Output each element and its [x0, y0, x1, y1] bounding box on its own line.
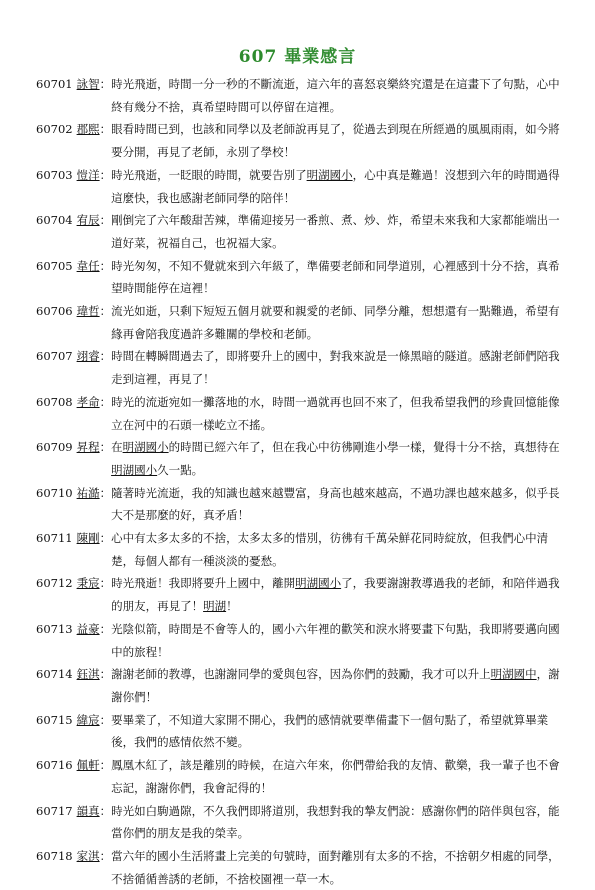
student-number: 60716: [36, 758, 73, 773]
entry-header: [36, 482, 111, 527]
entry-header: [36, 73, 111, 118]
entry-message: [111, 800, 566, 845]
student-name: 孝命: [76, 394, 100, 409]
separator-colon: ：: [99, 122, 112, 137]
entry-message: [111, 572, 566, 617]
student-entry: [36, 800, 566, 845]
entry-message: [111, 300, 566, 345]
student-entry: [36, 118, 566, 163]
message-text: 久一點。: [157, 462, 204, 477]
student-entry: [36, 391, 566, 436]
message-text: 光陰似箭，時間是不會等人的，國小六年裡的歡笑和淚水將要畫下句點，我即將要邁向國中的旅程！: [111, 621, 560, 659]
student-name: 陳剛: [76, 531, 100, 546]
school-name: 明湖國小: [111, 462, 158, 477]
entry-message: [111, 118, 566, 163]
entry-header: [36, 118, 111, 163]
separator-colon: ：: [99, 803, 112, 818]
student-entry: [36, 754, 566, 799]
student-entry: [36, 482, 566, 527]
entry-message: [111, 391, 566, 436]
entry-message: [111, 73, 566, 118]
student-name: 韋任: [76, 258, 100, 273]
student-name: 鈺淇: [76, 667, 100, 682]
student-number: 60711: [36, 531, 73, 546]
student-number: 60708: [36, 394, 73, 409]
student-entry: [36, 572, 566, 617]
entry-message: [111, 482, 566, 527]
entry-header: [36, 618, 111, 663]
student-number: 60713: [36, 621, 73, 636]
entry-header: [36, 436, 111, 481]
entry-message: [111, 255, 566, 300]
student-number: 60709: [36, 440, 73, 455]
student-number: 60706: [36, 304, 73, 319]
student-entry: [36, 436, 566, 481]
student-name: 家淇: [76, 848, 100, 863]
student-number: 60702: [36, 122, 73, 137]
separator-colon: ：: [99, 576, 112, 591]
separator-colon: ：: [99, 758, 112, 773]
student-entry: [36, 209, 566, 254]
entry-header: [36, 345, 111, 390]
message-text: 鳳凰木紅了，該是離別的時候，在這六年來，你們帶給我的友情、歡樂，我一輩子也不會忘記，謝謝你們，我會記得的！: [111, 758, 560, 795]
student-entry: [36, 345, 566, 390]
entry-header: [36, 300, 111, 345]
student-number: 60718: [36, 848, 73, 863]
message-text: 剛倒完了六年酸甜苦辣，準備迎接另一番煎、煮、炒、炸，希望未來我和大家都能端出一道好菜，祝福自己，也祝福大家。: [111, 213, 560, 250]
entry-message: [111, 345, 566, 390]
separator-colon: ：: [99, 258, 112, 273]
entry-header: [36, 663, 111, 708]
entry-header: [36, 800, 111, 845]
school-name: 明湖國小: [122, 440, 169, 455]
student-name: 祐澔: [76, 485, 100, 500]
message-text: 時光如白駒過隙，不久我們即將道別，我想對我的摯友們說：感謝你們的陪伴與包容，能當你們的朋友是我的榮幸。: [111, 803, 560, 841]
separator-colon: ：: [99, 621, 112, 636]
message-text: ，謝謝你們！: [111, 667, 560, 704]
student-number: 60715: [36, 712, 73, 727]
student-name: 秉宸: [76, 576, 100, 591]
entry-header: [36, 391, 111, 436]
student-number: 60710: [36, 485, 73, 500]
entry-message: [111, 618, 566, 663]
message-text: 時光的流逝宛如一攤落地的水，時間一過就再也回不來了，但我希望我們的珍貴回憶能像立在河中的石頭一樣屹立不搖。: [111, 394, 560, 432]
entry-header: [36, 255, 111, 300]
entry-header: [36, 164, 111, 209]
message-text: 謝謝老師的教導，也謝謝同學的愛與包容，因為你們的鼓勵，我才可以升上: [111, 667, 491, 682]
message-text: 眼看時間已到，也該和同學以及老師說再見了，從過去到現在所經過的風風雨雨，如今將要分開，再見了老師，永別了學校！: [111, 122, 560, 160]
student-entry: [36, 709, 566, 754]
separator-colon: ：: [99, 712, 112, 727]
separator-colon: ：: [99, 77, 112, 91]
separator-colon: ：: [99, 349, 112, 364]
message-text: 在: [111, 440, 123, 455]
school-name: 明湖: [203, 599, 227, 614]
message-text: ，心中真是難過！沒想到六年的時間過得這麼快，我也感謝老師同學的陪伴！: [111, 167, 560, 205]
student-number: 60705: [36, 258, 73, 273]
entry-header: [36, 572, 111, 617]
separator-colon: ：: [99, 304, 112, 319]
message-text: 時光飛逝！我即將要升上國中，離開: [111, 576, 296, 591]
student-entry: [36, 300, 566, 345]
entry-message: [111, 209, 566, 254]
message-text: ！: [226, 599, 238, 614]
student-entry: [36, 618, 566, 663]
student-entry: [36, 164, 566, 209]
student-name: 瑋哲: [76, 304, 100, 319]
separator-colon: ：: [99, 848, 112, 863]
school-name: 明湖國小: [295, 576, 342, 591]
separator-colon: ：: [99, 485, 112, 500]
entry-message: [111, 527, 566, 572]
student-name: 韻真: [76, 803, 100, 818]
separator-colon: ：: [99, 440, 112, 455]
entry-message: [111, 709, 566, 754]
student-number: 60703: [36, 167, 73, 182]
message-text: 時間在轉瞬間過去了，即將要升上的國中，對我來說是一條黑暗的隧道。感謝老師們陪我走到這裡，再見了！: [111, 349, 560, 387]
entry-message: [111, 845, 566, 890]
entry-header: [36, 209, 111, 254]
separator-colon: ：: [99, 667, 112, 682]
student-entry: [36, 255, 566, 300]
message-text: 時光飛逝，時間一分一秒的不斷流逝，這六年的喜怒哀樂終究還是在這畫下了句點，心中終有幾分不捨，真希望時間可以停留在這裡。: [111, 77, 560, 114]
student-name: 益豪: [76, 621, 100, 636]
message-text: 了，我要謝謝教導過我的老師，和陪伴過我的朋友，再見了！: [111, 576, 560, 614]
entry-header: [36, 527, 111, 572]
entry-list: [36, 73, 566, 890]
message-text: 心中有太多太多的不捨，太多太多的惜別，彷彿有千萬朵鮮花同時綻放，但我們心中清楚，每個人都有一種淡淡的憂愁。: [111, 531, 549, 568]
student-number: 60717: [36, 803, 73, 818]
school-name: 明湖國小: [306, 167, 353, 182]
entry-message: [111, 164, 566, 209]
student-name: 昇程: [76, 440, 100, 455]
entry-header: [36, 709, 111, 754]
message-text: 要畢業了，不知道大家開不開心，我們的感情就要準備畫下一個句點了，希望就算畢業後，我們的感情依然不變。: [111, 712, 549, 750]
message-text: 時光匆匆，不知不覺就來到六年級了，準備要老師和同學道別，心裡感到十分不捨，真希望時間能停在這裡！: [111, 258, 560, 296]
student-name: 郡熙: [76, 122, 100, 137]
student-name: 詠智: [76, 77, 100, 91]
student-entry: [36, 73, 566, 118]
entry-header: [36, 845, 111, 890]
entry-message: [111, 663, 566, 708]
student-entry: [36, 845, 566, 890]
separator-colon: ：: [99, 531, 112, 546]
student-number: 60714: [36, 667, 73, 682]
student-entry: [36, 663, 566, 708]
entry-header: [36, 754, 111, 799]
student-number: 60707: [36, 349, 73, 364]
student-entry: [36, 527, 566, 572]
student-name: 翊睿: [76, 349, 100, 364]
separator-colon: ：: [99, 394, 112, 409]
student-name: 緯宸: [76, 712, 100, 727]
message-text: 流光如逝，只剩下短短五個月就要和親愛的老師、同學分離，想想還有一點難過，希望有緣再會陪我度過許多難關的學校和老師。: [111, 304, 560, 341]
entry-message: [111, 754, 566, 799]
message-text: 的時間已經六年了，但在我心中彷彿剛進小學一樣，覺得十分不捨，真想待在: [168, 440, 560, 455]
message-text: 隨著時光流逝，我的知識也越來越豐富，身高也越來越高，不過功課也越來越多，似乎長大不是那麼的好，真矛盾！: [111, 485, 560, 523]
separator-colon: ：: [99, 213, 112, 228]
page-title: 607 畢業感言: [238, 47, 357, 67]
message-text: 當六年的國小生活將畫上完美的句號時，面對離別有太多的不捨，不捨朝夕相處的同學，不捨循循善誘的老師，不捨校園裡一草一木。: [111, 848, 560, 886]
school-name: 明湖國中: [490, 667, 537, 682]
student-number: 60701: [36, 77, 73, 91]
separator-colon: ：: [99, 167, 112, 182]
student-name: 愷洋: [76, 167, 100, 182]
student-number: 60712: [36, 576, 73, 591]
message-text: 時光飛逝，一眨眼的時間，就要告別了: [111, 167, 307, 182]
student-name: 佩軒: [76, 758, 100, 773]
student-number: 60704: [36, 213, 73, 228]
entry-message: [111, 436, 566, 481]
student-name: 宥辰: [76, 213, 100, 228]
